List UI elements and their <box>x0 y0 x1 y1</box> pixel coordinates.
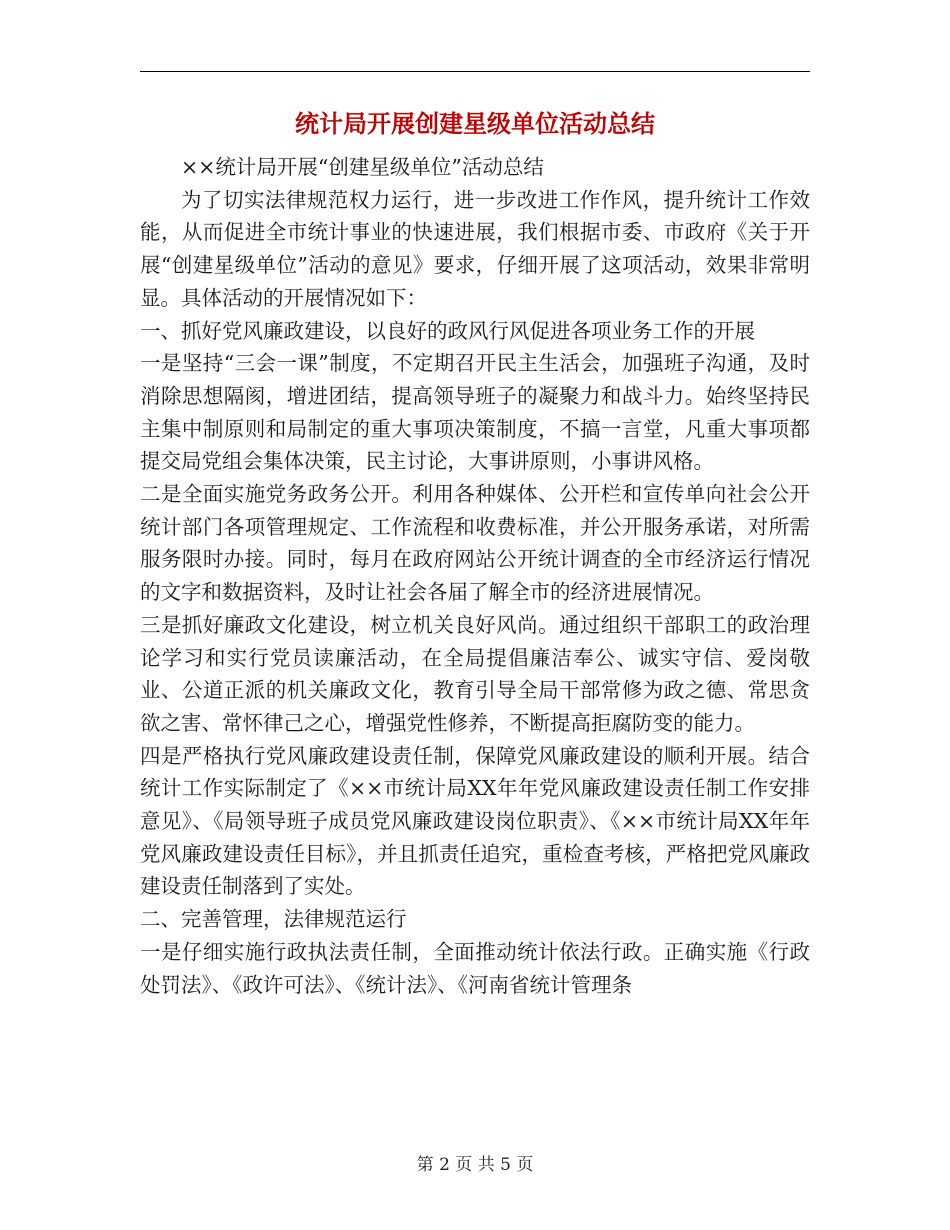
paragraph: 一是仔细实施行政执法责任制，全面推动统计依法行政。正确实施《行政处罚法》、《政许可法》、《统计法》、《河南省统计管理条 <box>140 939 810 997</box>
header-rule <box>140 71 810 72</box>
paragraph: 四是严格执行党风廉政建设责任制，保障党风廉政建设的顺利开展。结合统计工作实际制定了《××市统计局XX年年党风廉政建设责任制工作安排意见》、《局领导班子成员党风廉政建设岗位职责》、《××市统计局XX年年党风廉政建设责任目标》，并且抓责任追究，重检查考核，严格把党风廉政建设责任制落到了实处。 <box>140 743 810 899</box>
page-number-footer: 第 2 页 共 5 页 <box>416 1155 534 1175</box>
paragraph: 二是全面实施党务政务公开。利用各种媒体、公开栏和宣传单向社会公开统计部门各项管理规定、工作流程和收费标准，并公开服务承诺，对所需服务限时办接。同时，每月在政府网站公开统计调查的全市经济运行情况的文字和数据资料，及时让社会各届了解全市的经济进展情况。 <box>140 482 810 605</box>
paragraph: 一是坚持“三会一课”制度，不定期召开民主生活会，加强班子沟通，及时消除思想隔阂，增进团结，提高领导班子的凝聚力和战斗力。始终坚持民主集中制原则和局制定的重大事项决策制度，不搞一言堂，凡重大事项都提交局党组会集体决策，民主讨论，大事讲原则，小事讲风格。 <box>140 351 810 474</box>
paragraph: 为了切实法律规范权力运行，进一步改进工作作风，提升统计工作效能，从而促进全市统计事业的快速进展，我们根据市委、市政府《关于开展“创建星级单位”活动的意见》要求，仔细开展了这项活动，效果非常明显。具体活动的开展情况如下： <box>140 187 810 310</box>
document-body <box>140 151 810 1001</box>
paragraph: 三是抓好廉政文化建设，树立机关良好风尚。通过组织干部职工的政治理论学习和实行党员读廉活动，在全局提倡廉洁奉公、诚实守信、爱岗敬业、公道正派的机关廉政文化，教育引导全局干部常修为政之德、常思贪欲之害、常怀律己之心，增强党性修养，不断提高拒腐防变的能力。 <box>140 612 810 735</box>
paragraph: 一、抓好党风廉政建设，以良好的政风行风促进各项业务工作的开展 <box>140 318 755 343</box>
document-title: 统计局开展创建星级单位活动总结 <box>295 110 655 138</box>
paragraph: ××统计局开展“创建星级单位”活动总结 <box>181 155 544 179</box>
paragraph: 二、完善管理，法律规范运行 <box>140 907 407 932</box>
